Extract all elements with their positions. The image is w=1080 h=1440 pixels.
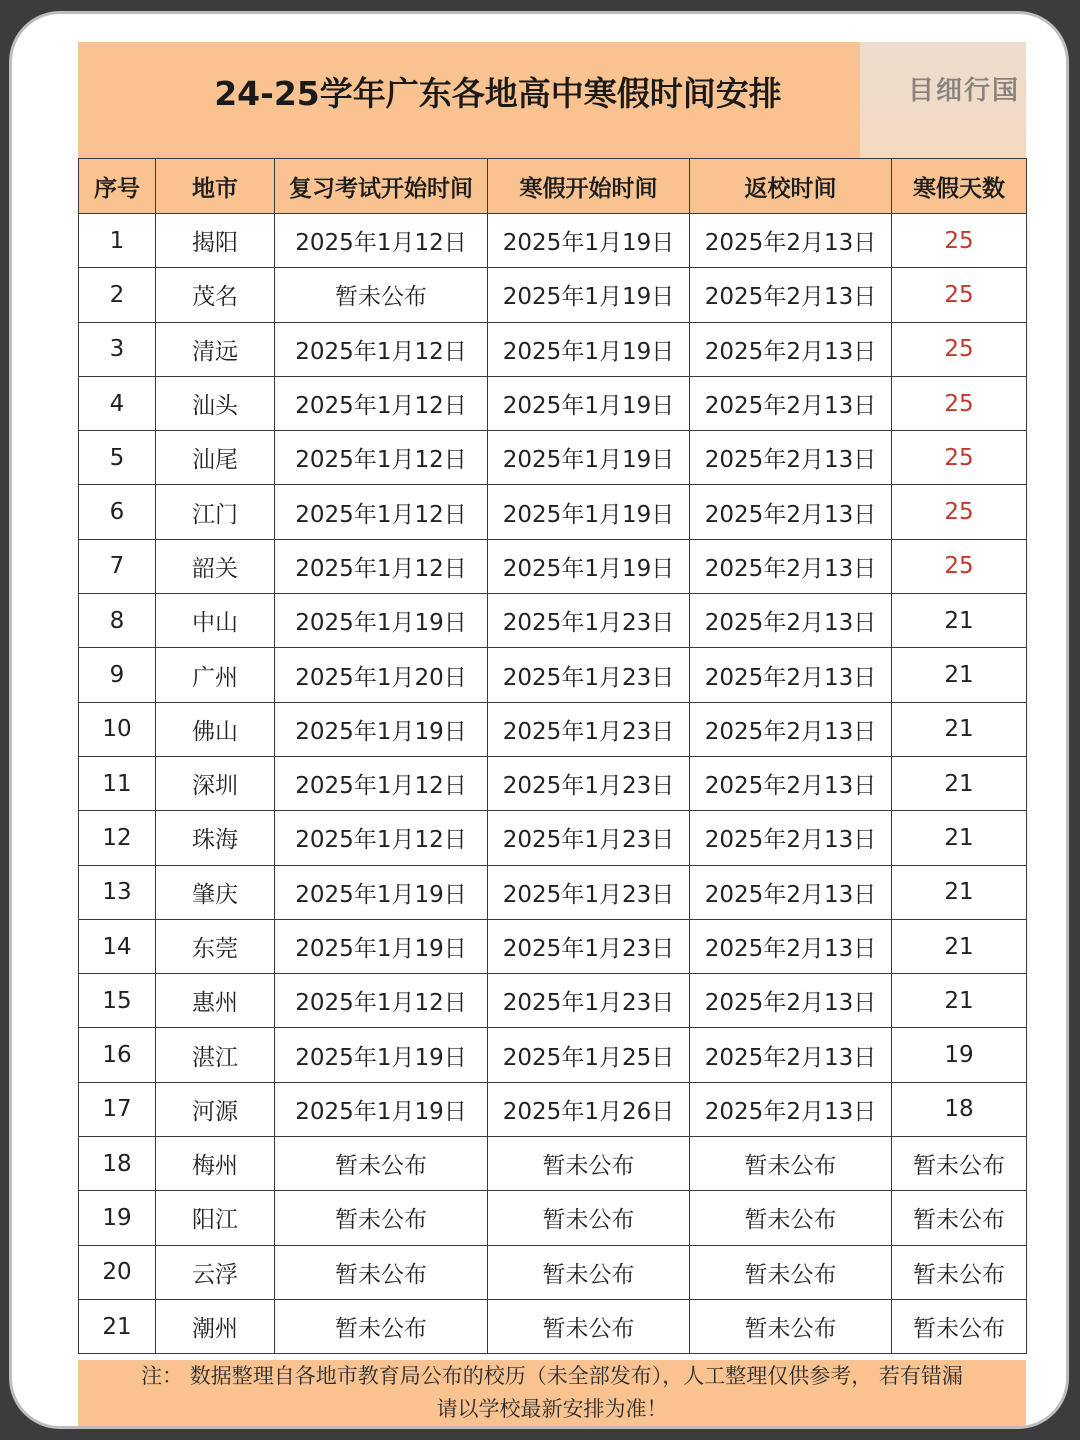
watermark-text: 目细行国 <box>908 76 1021 106</box>
cell-return-date: 2025年2月13日 <box>690 865 892 919</box>
header-break-days: 寒假天数 <box>892 159 1027 214</box>
schedule-sheet <box>78 42 1026 1426</box>
table-row <box>79 539 1027 593</box>
cell-exam-start: 2025年1月19日 <box>275 1082 488 1136</box>
cell-exam-start: 2025年1月12日 <box>275 539 488 593</box>
table-row <box>79 1028 1027 1082</box>
cell-city: 汕头 <box>156 376 275 430</box>
cell-break-start: 2025年1月19日 <box>488 485 690 539</box>
cell-return-date: 2025年2月13日 <box>690 594 892 648</box>
table-row <box>79 648 1027 702</box>
cell-city: 佛山 <box>156 702 275 756</box>
cell-exam-start: 暂未公布 <box>275 1137 488 1191</box>
cell-break-start: 2025年1月23日 <box>488 974 690 1028</box>
cell-exam-start: 2025年1月19日 <box>275 594 488 648</box>
table-row <box>79 974 1027 1028</box>
cell-break-start: 暂未公布 <box>488 1299 690 1353</box>
cell-break-days: 25 <box>892 214 1027 268</box>
cell-break-start: 2025年1月25日 <box>488 1028 690 1082</box>
table-row <box>79 1245 1027 1299</box>
table-row <box>79 485 1027 539</box>
cell-break-days: 21 <box>892 811 1027 865</box>
cell-break-days: 暂未公布 <box>892 1245 1027 1299</box>
cell-exam-start: 2025年1月12日 <box>275 811 488 865</box>
cell-return-date: 暂未公布 <box>690 1245 892 1299</box>
cell-return-date: 2025年2月13日 <box>690 702 892 756</box>
cell-return-date: 2025年2月13日 <box>690 322 892 376</box>
cell-index: 1 <box>79 214 156 268</box>
cell-return-date: 2025年2月13日 <box>690 1082 892 1136</box>
table-row <box>79 431 1027 485</box>
cell-index: 12 <box>79 811 156 865</box>
cell-exam-start: 2025年1月19日 <box>275 865 488 919</box>
cell-exam-start: 2025年1月12日 <box>275 376 488 430</box>
cell-index: 2 <box>79 268 156 322</box>
cell-exam-start: 2025年1月20日 <box>275 648 488 702</box>
cell-break-start: 2025年1月19日 <box>488 539 690 593</box>
cell-break-start: 暂未公布 <box>488 1245 690 1299</box>
table-row <box>79 1299 1027 1353</box>
cell-city: 阳江 <box>156 1191 275 1245</box>
cell-city: 广州 <box>156 648 275 702</box>
image-frame <box>12 14 1066 1426</box>
cell-break-days: 25 <box>892 322 1027 376</box>
cell-return-date: 2025年2月13日 <box>690 539 892 593</box>
cell-break-days: 21 <box>892 702 1027 756</box>
cell-exam-start: 2025年1月19日 <box>275 702 488 756</box>
header-index: 序号 <box>79 159 156 214</box>
cell-exam-start: 2025年1月12日 <box>275 974 488 1028</box>
cell-break-start: 暂未公布 <box>488 1137 690 1191</box>
cell-return-date: 2025年2月13日 <box>690 974 892 1028</box>
table-row <box>79 376 1027 430</box>
table-header-row <box>79 159 1027 214</box>
table-row <box>79 756 1027 810</box>
cell-city: 江门 <box>156 485 275 539</box>
cell-break-days: 21 <box>892 865 1027 919</box>
cell-city: 梅州 <box>156 1137 275 1191</box>
cell-break-days: 18 <box>892 1082 1027 1136</box>
cell-break-days: 暂未公布 <box>892 1191 1027 1245</box>
cell-return-date: 2025年2月13日 <box>690 485 892 539</box>
cell-break-days: 21 <box>892 648 1027 702</box>
cell-index: 5 <box>79 431 156 485</box>
cell-exam-start: 暂未公布 <box>275 1191 488 1245</box>
cell-return-date: 2025年2月13日 <box>690 811 892 865</box>
table-row <box>79 702 1027 756</box>
cell-break-start: 2025年1月23日 <box>488 648 690 702</box>
cell-city: 揭阳 <box>156 214 275 268</box>
cell-city: 东莞 <box>156 919 275 973</box>
cell-city: 清远 <box>156 322 275 376</box>
cell-city: 潮州 <box>156 1299 275 1353</box>
cell-break-start: 2025年1月19日 <box>488 431 690 485</box>
cell-city: 云浮 <box>156 1245 275 1299</box>
cell-break-days: 21 <box>892 594 1027 648</box>
table-row <box>79 919 1027 973</box>
cell-return-date: 2025年2月13日 <box>690 1028 892 1082</box>
cell-index: 6 <box>79 485 156 539</box>
cell-exam-start: 2025年1月12日 <box>275 485 488 539</box>
cell-index: 11 <box>79 756 156 810</box>
cell-break-days: 21 <box>892 974 1027 1028</box>
cell-city: 肇庆 <box>156 865 275 919</box>
cell-break-start: 2025年1月23日 <box>488 865 690 919</box>
cell-break-days: 25 <box>892 539 1027 593</box>
cell-exam-start: 2025年1月12日 <box>275 214 488 268</box>
footnote <box>78 1360 1026 1426</box>
cell-break-start: 暂未公布 <box>488 1191 690 1245</box>
cell-return-date: 2025年2月13日 <box>690 431 892 485</box>
cell-return-date: 2025年2月13日 <box>690 756 892 810</box>
cell-break-days: 21 <box>892 756 1027 810</box>
header-return-date: 返校时间 <box>690 159 892 214</box>
cell-return-date: 2025年2月13日 <box>690 214 892 268</box>
cell-break-start: 2025年1月23日 <box>488 919 690 973</box>
cell-break-start: 2025年1月23日 <box>488 756 690 810</box>
cell-exam-start: 暂未公布 <box>275 1245 488 1299</box>
cell-exam-start: 暂未公布 <box>275 1299 488 1353</box>
cell-return-date: 2025年2月13日 <box>690 268 892 322</box>
cell-exam-start: 2025年1月19日 <box>275 1028 488 1082</box>
cell-city: 韶关 <box>156 539 275 593</box>
cell-break-start: 2025年1月23日 <box>488 702 690 756</box>
cell-city: 汕尾 <box>156 431 275 485</box>
cell-index: 10 <box>79 702 156 756</box>
cell-city: 惠州 <box>156 974 275 1028</box>
cell-index: 14 <box>79 919 156 973</box>
cell-break-start: 2025年1月19日 <box>488 268 690 322</box>
cell-index: 15 <box>79 974 156 1028</box>
cell-city: 中山 <box>156 594 275 648</box>
cell-break-start: 2025年1月26日 <box>488 1082 690 1136</box>
cell-city: 茂名 <box>156 268 275 322</box>
cell-index: 4 <box>79 376 156 430</box>
header-city: 地市 <box>156 159 275 214</box>
table-row <box>79 1191 1027 1245</box>
cell-city: 深圳 <box>156 756 275 810</box>
page-title: 24-25学年广东各地高中寒假时间安排 <box>214 74 782 113</box>
table-row <box>79 322 1027 376</box>
table-body <box>79 214 1027 1354</box>
footnote-line-2: 请以学校最新安排为准！ <box>436 1397 668 1421</box>
cell-index: 20 <box>79 1245 156 1299</box>
watermark-stamp <box>860 42 1026 172</box>
cell-return-date: 暂未公布 <box>690 1191 892 1245</box>
cell-city: 河源 <box>156 1082 275 1136</box>
footnote-line-1: 注： 数据整理自各地市教育局公布的校历（未全部发布），人工整理仅供参考， 若有错漏 <box>141 1364 963 1388</box>
table-row <box>79 1082 1027 1136</box>
cell-index: 18 <box>79 1137 156 1191</box>
cell-break-start: 2025年1月23日 <box>488 811 690 865</box>
table-row <box>79 214 1027 268</box>
cell-return-date: 暂未公布 <box>690 1299 892 1353</box>
table-row <box>79 268 1027 322</box>
cell-return-date: 2025年2月13日 <box>690 919 892 973</box>
cell-break-start: 2025年1月23日 <box>488 594 690 648</box>
cell-index: 17 <box>79 1082 156 1136</box>
cell-break-days: 21 <box>892 919 1027 973</box>
table-row <box>79 811 1027 865</box>
cell-index: 21 <box>79 1299 156 1353</box>
cell-break-days: 暂未公布 <box>892 1137 1027 1191</box>
cell-index: 13 <box>79 865 156 919</box>
cell-index: 16 <box>79 1028 156 1082</box>
cell-index: 8 <box>79 594 156 648</box>
cell-index: 19 <box>79 1191 156 1245</box>
cell-exam-start: 暂未公布 <box>275 268 488 322</box>
cell-exam-start: 2025年1月12日 <box>275 322 488 376</box>
cell-index: 7 <box>79 539 156 593</box>
cell-break-days: 25 <box>892 376 1027 430</box>
cell-exam-start: 2025年1月12日 <box>275 756 488 810</box>
cell-break-start: 2025年1月19日 <box>488 322 690 376</box>
cell-break-start: 2025年1月19日 <box>488 376 690 430</box>
cell-break-days: 19 <box>892 1028 1027 1082</box>
cell-break-start: 2025年1月19日 <box>488 214 690 268</box>
cell-break-days: 25 <box>892 268 1027 322</box>
cell-break-days: 25 <box>892 431 1027 485</box>
table-row <box>79 865 1027 919</box>
cell-city: 珠海 <box>156 811 275 865</box>
header-break-start: 寒假开始时间 <box>488 159 690 214</box>
cell-break-days: 暂未公布 <box>892 1299 1027 1353</box>
cell-exam-start: 2025年1月19日 <box>275 919 488 973</box>
cell-index: 9 <box>79 648 156 702</box>
schedule-table <box>78 158 1027 1354</box>
cell-exam-start: 2025年1月12日 <box>275 431 488 485</box>
cell-return-date: 暂未公布 <box>690 1137 892 1191</box>
cell-return-date: 2025年2月13日 <box>690 376 892 430</box>
header-exam-start: 复习考试开始时间 <box>275 159 488 214</box>
cell-index: 3 <box>79 322 156 376</box>
cell-city: 湛江 <box>156 1028 275 1082</box>
table-row <box>79 594 1027 648</box>
table-row <box>79 1137 1027 1191</box>
cell-break-days: 25 <box>892 485 1027 539</box>
cell-return-date: 2025年2月13日 <box>690 648 892 702</box>
